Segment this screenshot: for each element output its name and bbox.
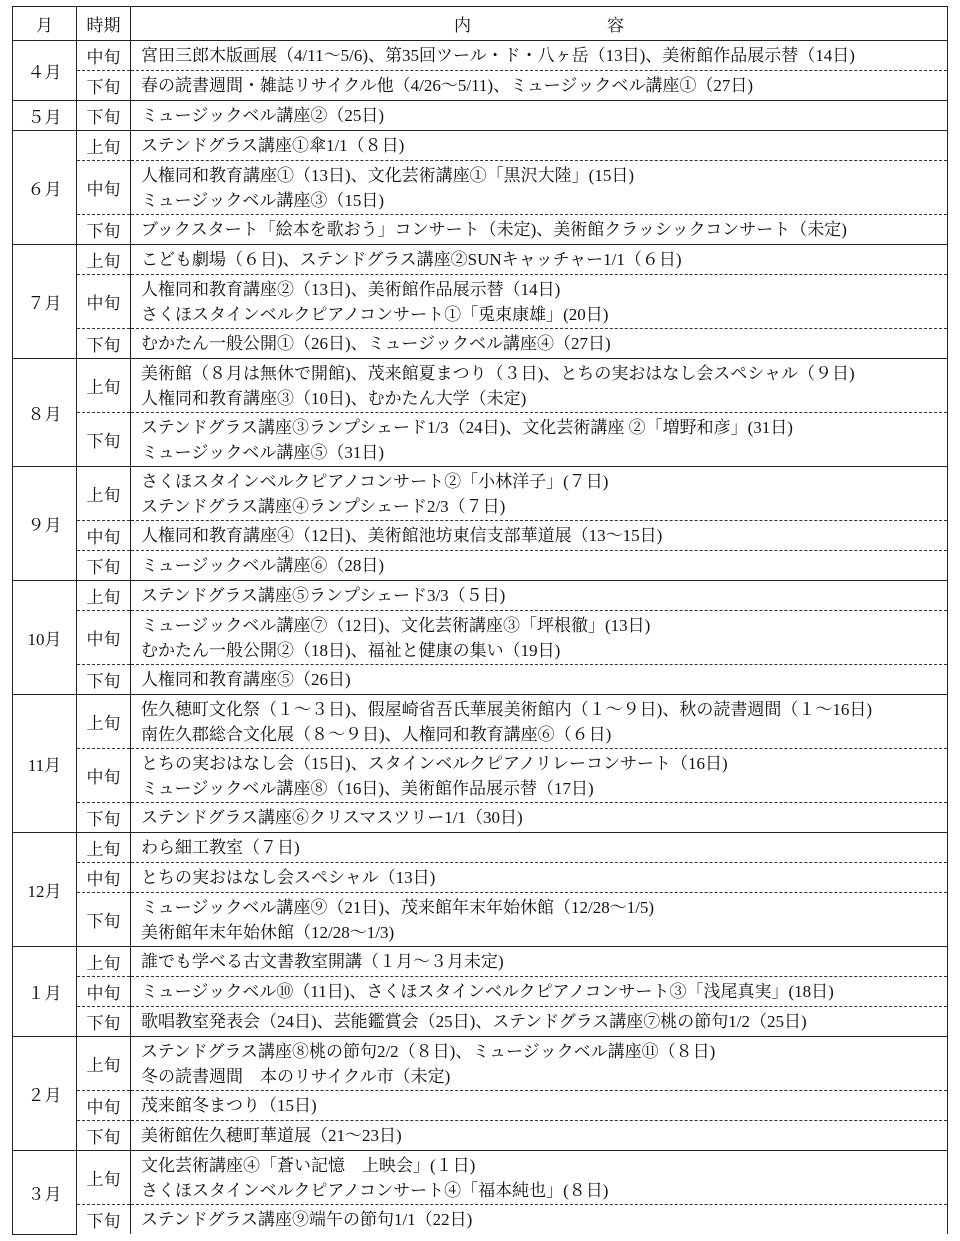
schedule-row bbox=[13, 1007, 948, 1037]
period-cell: 上旬 bbox=[77, 1037, 131, 1091]
content-cell bbox=[131, 41, 948, 71]
schedule-row bbox=[13, 71, 948, 101]
content-cell bbox=[131, 1121, 948, 1151]
content-cell bbox=[131, 161, 948, 215]
month-cell: ９月 bbox=[13, 467, 77, 581]
event-line: 茂来館冬まつり（15日) bbox=[141, 1096, 317, 1115]
period-cell: 上旬 bbox=[77, 947, 131, 977]
schedule-row bbox=[13, 41, 948, 71]
schedule-row bbox=[13, 245, 948, 275]
month-cell: ３月 bbox=[13, 1151, 77, 1235]
event-line: さくほスタインベルクピアノコンサート①「兎束康雄」(20日) bbox=[141, 304, 609, 324]
schedule-row bbox=[13, 803, 948, 833]
event-line: 誰でも学べる古文書教室開講（１月～３月未定) bbox=[141, 952, 504, 971]
event-line: 冬の読書週間 本のリサイクル市（未定) bbox=[141, 1066, 451, 1086]
schedule-row bbox=[13, 893, 948, 947]
schedule-row bbox=[13, 1205, 948, 1235]
content-cell bbox=[131, 749, 948, 803]
month-cell: ６月 bbox=[13, 131, 77, 245]
content-cell bbox=[131, 245, 948, 275]
period-cell: 上旬 bbox=[77, 695, 131, 749]
period-cell: 下旬 bbox=[77, 893, 131, 947]
content-cell bbox=[131, 581, 948, 611]
schedule-row bbox=[13, 833, 948, 863]
event-line: ミュージックベル⑩（11日)、さくほスタインベルクピアノコンサート③「浅尾真実」(18日) bbox=[141, 982, 834, 1001]
schedule-row bbox=[13, 215, 948, 245]
content-cell bbox=[131, 215, 948, 245]
schedule-row bbox=[13, 1091, 948, 1121]
month-cell: 11月 bbox=[13, 695, 77, 833]
month-cell: 12月 bbox=[13, 833, 77, 947]
content-cell bbox=[131, 467, 948, 521]
schedule-row bbox=[13, 749, 948, 803]
period-cell: 上旬 bbox=[77, 833, 131, 863]
schedule-row bbox=[13, 863, 948, 893]
schedule-row bbox=[13, 611, 948, 665]
event-line: 宮田三郎木版画展（4/11～5/6)、第35回ツール・ド・八ヶ岳（13日)、美術館作品展示替（14日) bbox=[141, 46, 855, 65]
schedule-row bbox=[13, 161, 948, 215]
schedule-row bbox=[13, 131, 948, 161]
schedule-row bbox=[13, 977, 948, 1007]
event-line: 美術館佐久穂町華道展（21～23日) bbox=[141, 1126, 402, 1145]
content-cell bbox=[131, 893, 948, 947]
content-cell bbox=[131, 275, 948, 329]
period-cell: 下旬 bbox=[77, 215, 131, 245]
content-cell bbox=[131, 863, 948, 893]
event-line: 美術館年末年始休館（12/28～1/3) bbox=[141, 922, 395, 942]
content-cell bbox=[131, 359, 948, 413]
event-line: ミュージックベル講座⑦（12日)、文化芸術講座③「坪根徹」(13日) bbox=[141, 615, 651, 635]
content-cell bbox=[131, 551, 948, 581]
period-cell: 上旬 bbox=[77, 467, 131, 521]
content-cell bbox=[131, 1205, 948, 1235]
event-line: とちの実おはなし会（15日)、スタインベルクピアノリレーコンサート（16日) bbox=[141, 753, 728, 773]
event-line: 文化芸術講座④「蒼い記憶 上映会」(１日) bbox=[141, 1155, 476, 1175]
content-cell bbox=[131, 71, 948, 101]
period-cell: 下旬 bbox=[77, 71, 131, 101]
period-cell: 中旬 bbox=[77, 521, 131, 551]
content-cell bbox=[131, 1037, 948, 1091]
period-cell: 下旬 bbox=[77, 413, 131, 467]
schedule-row bbox=[13, 551, 948, 581]
header-month: 月 bbox=[13, 7, 77, 41]
schedule-row bbox=[13, 695, 948, 749]
period-cell: 中旬 bbox=[77, 863, 131, 893]
content-cell bbox=[131, 131, 948, 161]
month-cell: ８月 bbox=[13, 359, 77, 467]
event-line: ミュージックベル講座⑤（31日) bbox=[141, 442, 384, 462]
event-line: ステンドグラス講座③ランプシェード1/3（24日)、文化芸術講座 ②「増野和彦」(31日) bbox=[141, 417, 793, 437]
event-line: わら細工教室（７日) bbox=[141, 838, 300, 857]
event-schedule-table bbox=[12, 6, 948, 1235]
period-cell: 下旬 bbox=[77, 1205, 131, 1235]
event-line: ミュージックベル講座⑥（28日) bbox=[141, 556, 384, 575]
event-line: 人権同和教育講座③（10日)、むかたん大学（未定) bbox=[141, 388, 527, 408]
period-cell: 上旬 bbox=[77, 581, 131, 611]
event-line: こども劇場（６日)、ステンドグラス講座②SUNキャッチャー1/1（６日) bbox=[141, 250, 682, 269]
schedule-row bbox=[13, 467, 948, 521]
header-period: 時期 bbox=[77, 7, 131, 41]
content-cell bbox=[131, 611, 948, 665]
content-cell bbox=[131, 665, 948, 695]
event-line: ミュージックベル講座②（25日) bbox=[141, 106, 384, 125]
period-cell: 上旬 bbox=[77, 1151, 131, 1205]
event-line: ステンドグラス講座⑥クリスマスツリー1/1（30日) bbox=[141, 808, 523, 827]
period-cell: 上旬 bbox=[77, 245, 131, 275]
schedule-body bbox=[13, 41, 948, 1235]
month-cell: １月 bbox=[13, 947, 77, 1037]
event-line: ミュージックベル講座⑨（21日)、茂来館年末年始休館（12/28～1/5) bbox=[141, 897, 655, 917]
schedule-row bbox=[13, 101, 948, 131]
schedule-row bbox=[13, 413, 948, 467]
event-line: ミュージックベル講座③（15日) bbox=[141, 190, 384, 210]
content-cell bbox=[131, 1091, 948, 1121]
schedule-row bbox=[13, 1121, 948, 1151]
schedule-row bbox=[13, 359, 948, 413]
header-content: 内 容 bbox=[131, 7, 948, 41]
event-line: ステンドグラス講座④ランプシェード2/3（７日) bbox=[141, 496, 506, 516]
event-line: 人権同和教育講座①（13日)、文化芸術講座①「黒沢大陸」(15日) bbox=[141, 165, 634, 185]
event-line: 歌唱教室発表会（24日)、芸能鑑賞会（25日)、ステンドグラス講座⑦桃の節句1/2（25日) bbox=[141, 1012, 807, 1031]
event-line: ステンドグラス講座①傘1/1（８日) bbox=[141, 136, 405, 155]
content-cell bbox=[131, 101, 948, 131]
month-cell: ７月 bbox=[13, 245, 77, 359]
event-line: 人権同和教育講座④（12日)、美術館池坊東信支部華道展（13～15日) bbox=[141, 526, 663, 545]
period-cell: 下旬 bbox=[77, 551, 131, 581]
period-cell: 下旬 bbox=[77, 1121, 131, 1151]
event-line: 人権同和教育講座②（13日)、美術館作品展示替（14日) bbox=[141, 279, 561, 299]
event-line: むかたん一般公開①（26日)、ミュージックベル講座④（27日) bbox=[141, 334, 611, 353]
content-cell bbox=[131, 1151, 948, 1205]
event-line: さくほスタインベルクピアノコンサート④「福本純也」(８日) bbox=[141, 1180, 609, 1200]
event-line: ステンドグラス講座⑤ランプシェード3/3（５日) bbox=[141, 586, 506, 605]
schedule-row bbox=[13, 947, 948, 977]
header-row bbox=[13, 7, 948, 41]
event-line: 美術館（８月は無休で開館)、茂来館夏まつり（３日)、とちの実おはなし会スペシャル（９日) bbox=[141, 363, 855, 383]
schedule-row bbox=[13, 1151, 948, 1205]
period-cell: 中旬 bbox=[77, 275, 131, 329]
month-cell: ４月 bbox=[13, 41, 77, 101]
event-line: ミュージックベル講座⑧（16日)、美術館作品展示替（17日) bbox=[141, 778, 594, 798]
event-line: ステンドグラス講座⑨端午の節句1/1（22日) bbox=[141, 1210, 473, 1229]
month-cell: ２月 bbox=[13, 1037, 77, 1151]
content-cell bbox=[131, 1007, 948, 1037]
period-cell: 中旬 bbox=[77, 611, 131, 665]
period-cell: 中旬 bbox=[77, 41, 131, 71]
content-cell bbox=[131, 947, 948, 977]
schedule-row bbox=[13, 1037, 948, 1091]
event-line: 人権同和教育講座⑤（26日) bbox=[141, 670, 351, 689]
period-cell: 中旬 bbox=[77, 749, 131, 803]
schedule-row bbox=[13, 329, 948, 359]
period-cell: 上旬 bbox=[77, 131, 131, 161]
event-line: ステンドグラス講座⑧桃の節句2/2（８日)、ミュージックベル講座⑪（８日) bbox=[141, 1041, 716, 1061]
event-line: ブックスタート「絵本を歌おう」コンサート（未定)、美術館クラッシックコンサート（未定) bbox=[141, 220, 847, 239]
month-cell: ５月 bbox=[13, 101, 77, 131]
event-line: さくほスタインベルクピアノコンサート②「小林洋子」(７日) bbox=[141, 471, 609, 491]
event-line: 佐久穂町文化祭（１～３日)、假屋崎省吾氏華展美術館内（１～９日)、秋の読書週間（１～16日) bbox=[141, 699, 872, 719]
period-cell: 上旬 bbox=[77, 359, 131, 413]
period-cell: 下旬 bbox=[77, 329, 131, 359]
schedule-row bbox=[13, 665, 948, 695]
content-cell bbox=[131, 803, 948, 833]
event-line: 南佐久郡総合文化展（８～９日)、人権同和教育講座⑥（６日) bbox=[141, 724, 612, 744]
content-cell bbox=[131, 521, 948, 551]
period-cell: 下旬 bbox=[77, 1007, 131, 1037]
content-cell bbox=[131, 329, 948, 359]
content-cell bbox=[131, 695, 948, 749]
schedule-row bbox=[13, 581, 948, 611]
event-line: むかたん一般公開②（18日)、福祉と健康の集い（19日) bbox=[141, 640, 561, 660]
period-cell: 中旬 bbox=[77, 1091, 131, 1121]
event-line: とちの実おはなし会スペシャル（13日) bbox=[141, 868, 436, 887]
content-cell bbox=[131, 977, 948, 1007]
period-cell: 中旬 bbox=[77, 161, 131, 215]
period-cell: 下旬 bbox=[77, 101, 131, 131]
schedule-row bbox=[13, 521, 948, 551]
period-cell: 下旬 bbox=[77, 803, 131, 833]
content-cell bbox=[131, 833, 948, 863]
content-cell bbox=[131, 413, 948, 467]
period-cell: 下旬 bbox=[77, 665, 131, 695]
schedule-row bbox=[13, 275, 948, 329]
event-line: 春の読書週間・雑誌リサイクル他（4/26～5/11)、ミュージックベル講座①（27日) bbox=[141, 76, 754, 95]
period-cell: 中旬 bbox=[77, 977, 131, 1007]
month-cell: 10月 bbox=[13, 581, 77, 695]
